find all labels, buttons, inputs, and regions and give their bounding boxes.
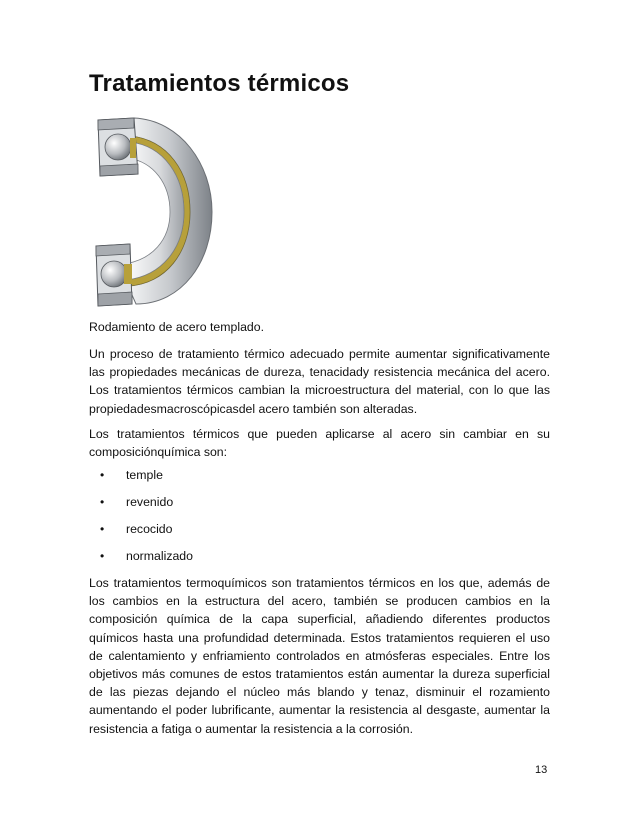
list-item bbox=[100, 520, 193, 547]
list-item bbox=[100, 547, 193, 574]
paragraph-thermochemical: Los tratamientos termoquímicos son tratamientos térmicos en los que, además de los cambios en la estructura del acero, también se producen cambios en la composición química de la capa superficial, añadiendo diferentes productos químicos hasta una profundidad determinada. Estos tratamientos requieren el uso de calentamiento y enfriamiento controlados en atmósferas especiales. Entre los objetivos más comunes de estos tratamientos están aumentar la dureza superficial de las piezas dejando el núcleo más blando y tenaz, disminuir el rozamiento aumentando el poder lubrificante, aumentar la resistencia al desgaste, aumentar la resistencia a fatiga o aumentar la resistencia a la corrosión. bbox=[89, 576, 550, 736]
ball-bearing-icon bbox=[90, 114, 216, 308]
paragraph-intro: Un proceso de tratamiento térmico adecuado permite aumentar significativamente las propiedades mecánicas de dureza, tenacidady resistencia mecánica del acero. Los tratamientos térmicos cambian la microestructura del material, con lo que las propiedadesmacroscópicasdel acero también son alteradas. bbox=[89, 347, 550, 416]
list-item-text: recocido bbox=[126, 522, 173, 536]
treatment-list bbox=[100, 466, 193, 574]
bullet-icon: • bbox=[100, 495, 105, 509]
page-title: Tratamientos térmicos bbox=[89, 70, 350, 97]
bullet-icon: • bbox=[100, 522, 105, 536]
list-item bbox=[100, 493, 193, 520]
bullet-icon: • bbox=[100, 468, 105, 482]
figure-caption: Rodamiento de acero templado. bbox=[89, 320, 264, 334]
list-item-text: temple bbox=[126, 468, 163, 482]
bearing-figure bbox=[90, 114, 216, 308]
list-item-text: revenido bbox=[126, 495, 174, 509]
list-item-text: normalizado bbox=[126, 549, 193, 563]
list-item bbox=[100, 466, 193, 493]
paragraph-treatments: Los tratamientos térmicos que pueden aplicarse al acero sin cambiar en su composiciónquímica son: bbox=[89, 427, 550, 460]
bullet-icon: • bbox=[100, 549, 105, 563]
page-number: 13 bbox=[535, 764, 548, 776]
